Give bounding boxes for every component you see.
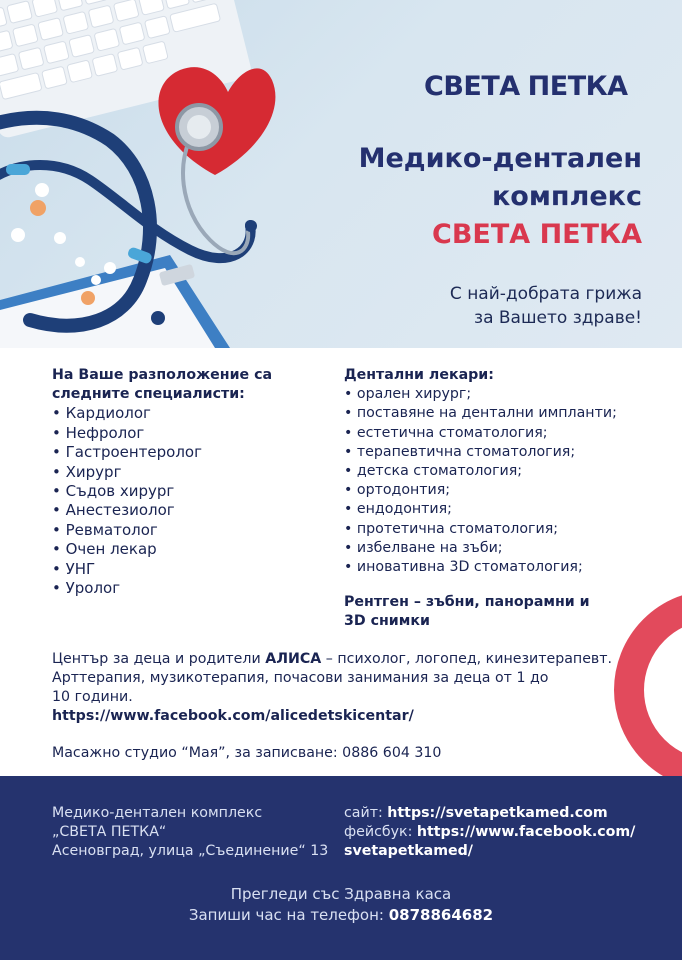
address-line-2: „СВЕТА ПЕТКА“ xyxy=(52,824,167,840)
title-line-2: комплекс xyxy=(491,181,642,212)
list-item: • Ревматолог xyxy=(52,521,332,540)
list-item: • терапевтична стоматология; xyxy=(344,443,644,462)
footer-cta xyxy=(0,884,682,926)
center-line-1 xyxy=(52,650,632,669)
phone-number[interactable]: 0878864682 xyxy=(388,906,494,924)
dental-heading: Дентални лекари: xyxy=(344,367,494,383)
list-item: • детска стоматология; xyxy=(344,462,644,481)
list-item: • ендодонтия; xyxy=(344,500,644,519)
center-line-3: 10 години. xyxy=(52,689,133,705)
specialists-section xyxy=(52,366,332,598)
list-item: • Съдов хирург xyxy=(52,482,332,501)
insurance-text: Прегледи със Здравна каса xyxy=(230,885,452,903)
list-item: • Гастроентеролог xyxy=(52,443,332,462)
site-row xyxy=(344,804,644,823)
address-line-3: Асеновград, улица „Съединение“ 13 xyxy=(52,843,329,859)
center-name: АЛИСА xyxy=(265,651,322,667)
dental-section xyxy=(344,366,644,632)
logo-text-right: ПЕТКА xyxy=(527,70,628,102)
site-label: сайт: xyxy=(344,805,388,821)
specialists-heading-line-1: На Ваше разположение са xyxy=(52,367,273,383)
footer xyxy=(0,776,682,960)
center-facebook-link[interactable]: https://www.facebook.com/alicedetskicentar/ xyxy=(52,708,414,724)
list-item: • Хирург xyxy=(52,463,332,482)
center-suffix: – психолог, логопед, кинезитерапевт. xyxy=(321,651,613,667)
specialists-list xyxy=(52,404,332,598)
center-prefix: Център за деца и родители xyxy=(52,651,266,667)
xray-line-1: Рентген – зъбни, панорамни и xyxy=(344,594,590,611)
list-item: • УНГ xyxy=(52,560,332,579)
phone-label: Запиши час на телефон: xyxy=(188,906,389,924)
list-item: • орален хирург; xyxy=(344,385,644,404)
list-item: • естетична стоматология; xyxy=(344,424,644,443)
list-item: • избелване на зъби; xyxy=(344,539,644,558)
tagline-line-2: за Вашето здраве! xyxy=(474,308,642,328)
dental-list xyxy=(344,385,644,577)
tagline-line-1: С най-добрата грижа xyxy=(449,284,642,304)
list-item: • Нефролог xyxy=(52,424,332,443)
xray-note xyxy=(344,593,644,631)
list-item: • Кардиолог xyxy=(52,404,332,423)
tagline xyxy=(342,282,642,330)
logo-text-left: СВЕТА xyxy=(424,70,520,102)
list-item: • Уролог xyxy=(52,579,332,598)
list-item: • Очен лекар xyxy=(52,540,332,559)
title-line-1: Медико-дентален xyxy=(358,143,642,174)
hero-banner xyxy=(0,0,682,348)
list-item: • иновативна 3D стоматология; xyxy=(344,558,644,577)
site-link[interactable]: https://svetapetkamed.com xyxy=(387,805,608,821)
facebook-label: фейсбук: xyxy=(344,824,417,840)
list-item: • протетична стоматология; xyxy=(344,520,644,539)
children-center-info xyxy=(52,650,632,726)
page-title xyxy=(282,140,642,254)
title-line-3: СВЕТА ПЕТКА xyxy=(432,219,642,250)
list-item: • ортодонтия; xyxy=(344,481,644,500)
phone-row xyxy=(0,905,682,926)
facebook-link-cont[interactable]: svetapetkamed/ xyxy=(344,843,473,859)
facebook-link[interactable]: https://www.facebook.com/ xyxy=(416,824,636,840)
footer-links xyxy=(344,804,644,861)
footer-address xyxy=(52,804,328,861)
facebook-row xyxy=(344,823,644,842)
massage-studio-info: Масажно студио “Мая”, за записване: 0886 604 310 xyxy=(52,745,442,761)
list-item: • Анестезиолог xyxy=(52,501,332,520)
specialists-heading xyxy=(52,366,332,404)
xray-line-2: 3D снимки xyxy=(344,613,430,630)
address-line-1: Медико-дентален комплекс xyxy=(52,805,263,821)
specialists-heading-line-2: следните специалисти: xyxy=(52,386,245,403)
brand-logo xyxy=(424,64,628,108)
list-item: • поставяне на дентални импланти; xyxy=(344,404,644,423)
center-line-2: Арттерапия, музикотерапия, почасови занимания за деца от 1 до xyxy=(52,670,549,686)
